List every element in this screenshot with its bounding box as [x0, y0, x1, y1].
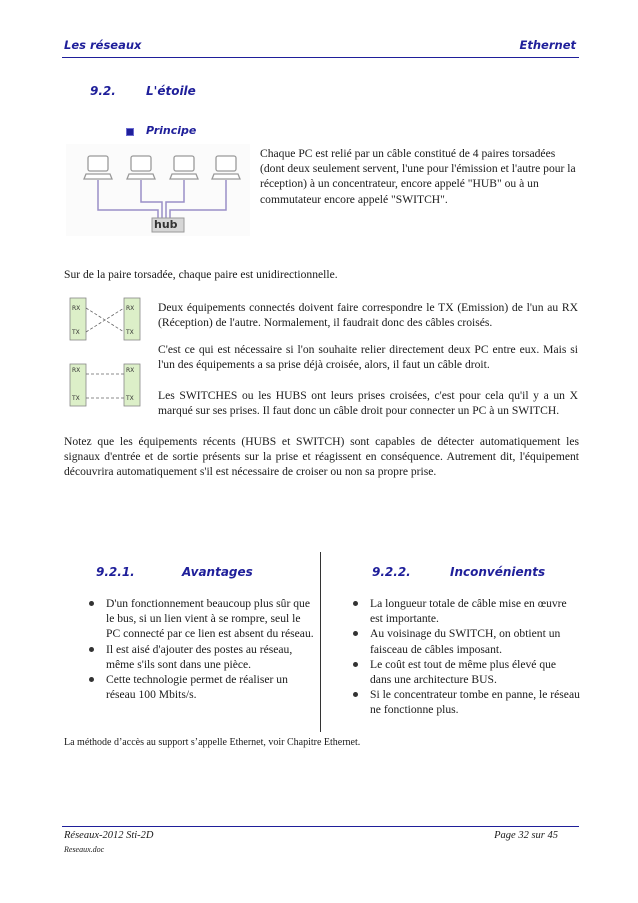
inconvenients-title: Inconvénients — [450, 565, 546, 579]
left-tx-label-2: TX — [72, 395, 80, 402]
avantages-title: Avantages — [182, 565, 253, 579]
bullet-icon — [353, 692, 358, 697]
avantages-number: 9.2.1. — [96, 565, 135, 579]
inconvenients-list — [370, 596, 580, 718]
section-number: 9.2. — [90, 84, 116, 98]
inconvenients-item: Au voisinage du SWITCH, on obtient un faisceau de câbles imposant. — [370, 626, 580, 656]
principe-heading: Principe — [146, 124, 197, 137]
inconvenients-number: 9.2.2. — [372, 565, 411, 579]
page-number: Page 32 sur 45 — [494, 830, 558, 841]
right-tx-label-2: TX — [126, 395, 134, 402]
bullet-icon — [89, 601, 94, 606]
footer-rule — [62, 826, 579, 827]
bullet-icon — [353, 631, 358, 636]
column-divider — [320, 552, 321, 732]
switches-paragraph: Les SWITCHES ou les HUBS ont leurs prises croisées, c'est pour cela qu'il y a un X marqué sur ses prises. Il faut donc un câble droit pour connecter un PC à un SWITCH. — [158, 389, 578, 418]
principe-text: Chaque PC est relié par un câble constitué de 4 paires torsadées (dont deux seulement servent, l'une pour l'émission et l'autre pour la réception) à un concentrateur, encore appelé "HUB" ou à un commutateur encore appelé "SWITCH". — [260, 147, 576, 206]
right-tx-label: TX — [126, 329, 134, 336]
left-rx-label-2: RX — [72, 367, 81, 374]
header-title: Les réseaux — [64, 38, 142, 52]
crossed-cable-diagram — [66, 296, 146, 342]
avantages-item: D'un fonctionnement beaucoup plus sûr que le bus, si un lien vient à se rompre, seul le PC connecté par ce lien est absent du réseau. — [106, 596, 314, 642]
bullet-icon — [89, 677, 94, 682]
inconvenients-item: Le coût est tout de même plus élevé que dans une architecture BUS. — [370, 657, 580, 687]
methode-note: La méthode d’accès au support s’appelle Ethernet, voir Chapitre Ethernet. — [64, 737, 361, 748]
paire-paragraph: Sur de la paire torsadée, chaque paire est unidirectionnelle. — [64, 268, 338, 281]
section-title: L'étoile — [146, 84, 196, 98]
footer-filename: Reseaux.doc — [64, 845, 105, 854]
header-rule — [62, 57, 579, 58]
inconvenients-item: La longueur totale de câble mise en œuvre est importante. — [370, 596, 580, 626]
cest-paragraph: C'est ce qui est nécessaire si l'on souhaite relier directement deux PC entre eux. Mais si l'un des équipements a sa prise déjà croisée, alors, il faut un câble droit. — [158, 343, 578, 372]
right-rx-label: RX — [126, 305, 135, 312]
right-rx-label-2: RX — [126, 367, 135, 374]
straight-cable-diagram — [66, 360, 146, 410]
inconvenients-item: Si le concentrateur tombe en panne, le réseau ne fonctionne plus. — [370, 687, 580, 717]
left-rx-label: RX — [72, 305, 81, 312]
bullet-icon — [89, 647, 94, 652]
footer-left: Réseaux-2012 Sti-2D — [64, 830, 154, 841]
deux-paragraph: Deux équipements connectés doivent faire correspondre le TX (Emission) de l'un au RX (Réception) de l'autre. Normalement, il faudrait donc des câbles croisés. — [158, 301, 578, 330]
avantages-item: Il est aisé d'ajouter des postes au réseau, même s'ils sont dans une pièce. — [106, 642, 314, 672]
left-tx-label: TX — [72, 329, 80, 336]
header-chapter: Ethernet — [519, 38, 576, 52]
bullet-icon — [353, 601, 358, 606]
avantages-list — [106, 596, 314, 702]
notez-paragraph: Notez que les équipements récents (HUBS et SWITCH) sont capables de détecter automatiquement les signaux d'entrée et de sortie présents sur la prise et réagissent en conséquence. Autrement dit, l'équipement découvrira automatiquement s'il est nécessaire de croiser ou non sa propre prise. — [64, 435, 579, 479]
hub-label: hub — [154, 218, 178, 231]
principe-bullet-icon — [126, 128, 134, 136]
bullet-icon — [353, 662, 358, 667]
avantages-item: Cette technologie permet de réaliser un réseau 100 Mbits/s. — [106, 672, 314, 702]
